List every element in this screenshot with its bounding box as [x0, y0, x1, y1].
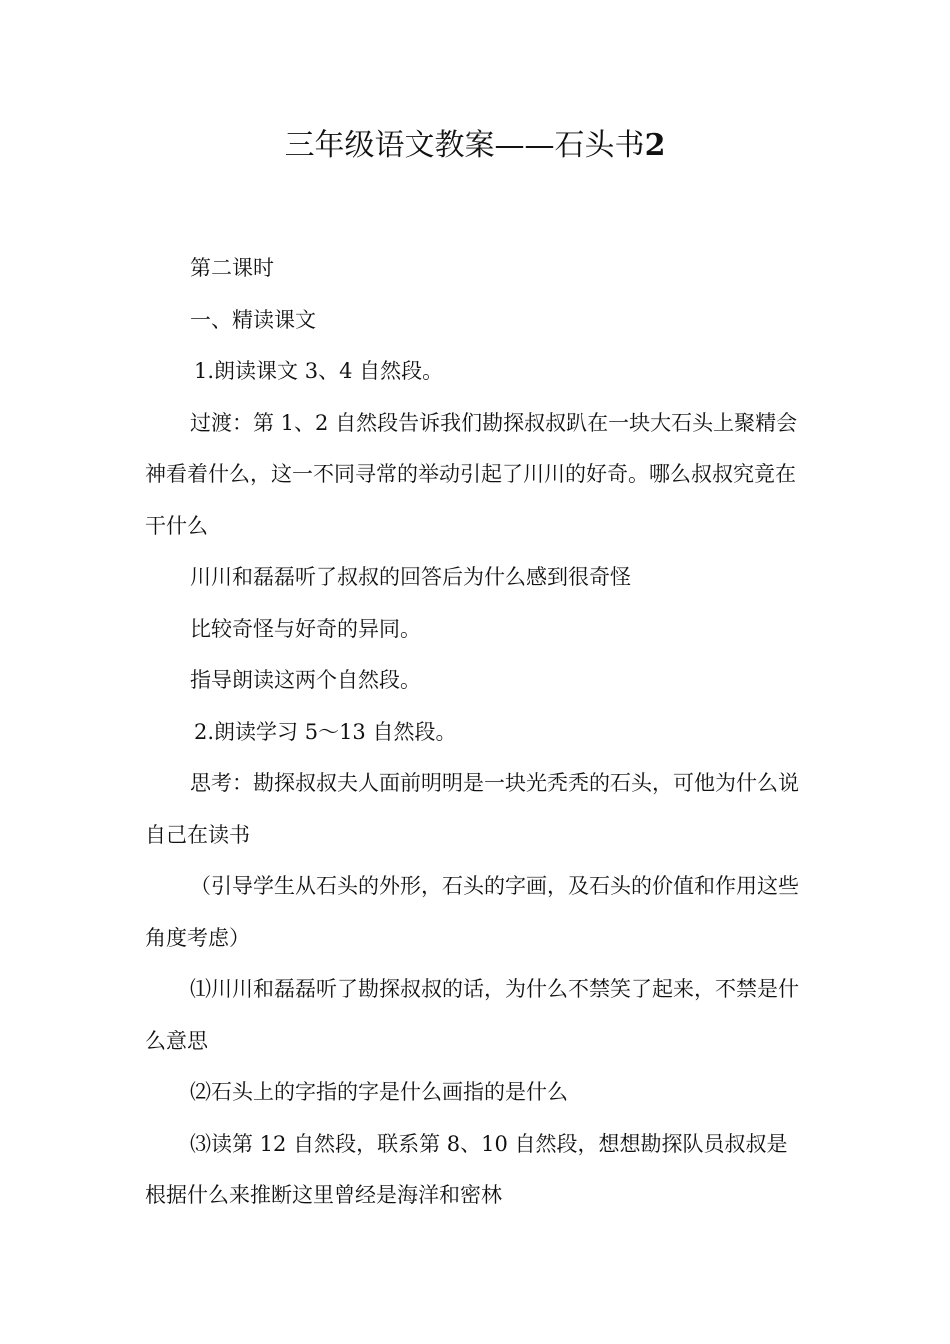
paragraph-section-heading: 一、精读课文	[190, 307, 316, 332]
paragraph-subquestion-2: ⑵石头上的字指的字是什么画指的是什么	[190, 1080, 568, 1104]
paragraph-think: 思考：勘探叔叔夫人面前明明是一块光秃秃的石头，可他为什么说自己在读书	[145, 771, 799, 847]
paragraph-step-1: 1.朗读课文 3、4 自然段。	[194, 359, 444, 383]
title-text: 三年级语文教案——石头书	[284, 128, 645, 163]
title-number: 2	[644, 128, 666, 163]
paragraph-compare: 比较奇怪与好奇的异同。	[190, 616, 421, 641]
paragraph-lesson-period: 第二课时	[190, 256, 274, 280]
document-body	[145, 243, 805, 1222]
paragraph-step-2: 2.朗读学习 5～13 自然段。	[194, 719, 457, 744]
paragraph-transition: 过渡：第 1、2 自然段告诉我们勘探叔叔趴在一块大石头上聚精会神看着什么，这一不同寻常的举动引起了川川的好奇。哪么叔叔究竟在干什么	[145, 410, 798, 538]
paragraph-guide-reading: 指导朗读这两个自然段。	[190, 668, 421, 692]
paragraph-subquestion-3: ⑶读第 12 自然段，联系第 8、10 自然段，想想勘探队员叔叔是根据什么来推断这里曾经是海洋和密林	[145, 1131, 788, 1207]
paragraph-guidance-note: （引导学生从石头的外形，石头的字画，及石头的价值和作用这些角度考虑）	[145, 874, 799, 950]
paragraph-subquestion-1: ⑴川川和磊磊听了勘探叔叔的话，为什么不禁笑了起来，不禁是什么意思	[145, 977, 799, 1053]
document-title	[0, 122, 950, 170]
paragraph-question: 川川和磊磊听了叔叔的回答后为什么感到很奇怪	[190, 565, 631, 589]
